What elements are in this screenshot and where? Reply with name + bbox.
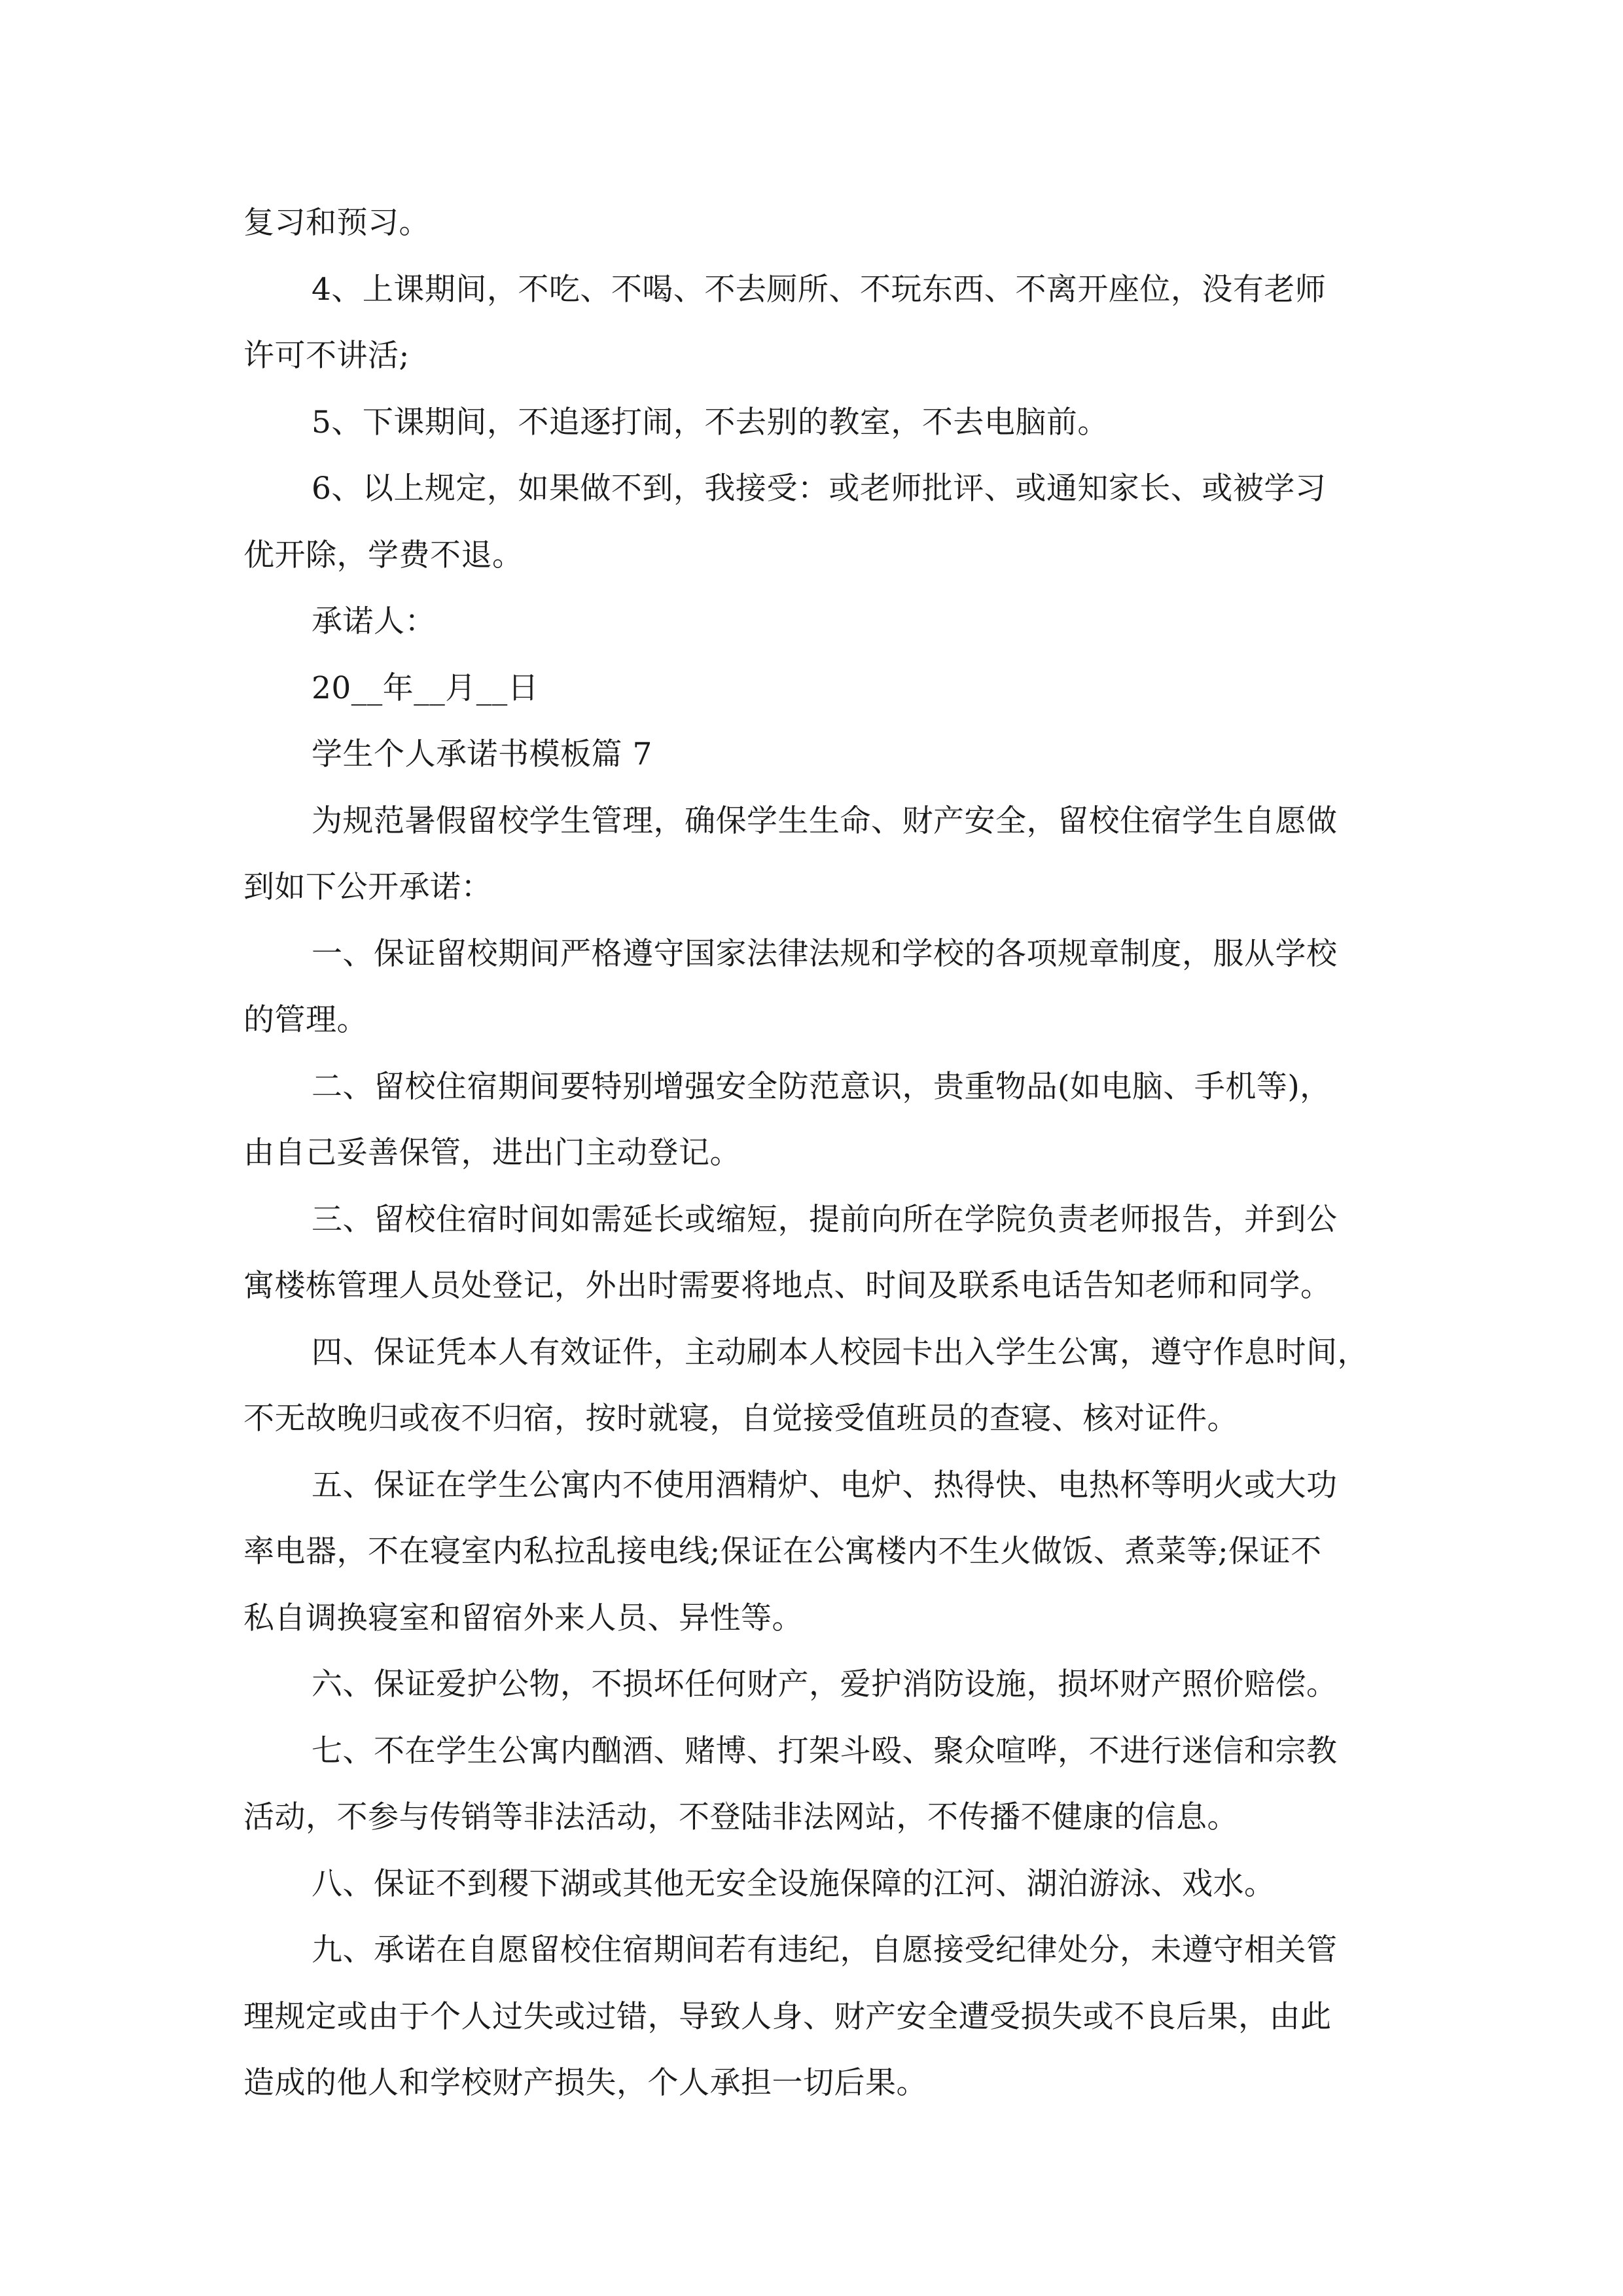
text-line: 六、保证爱护公物，不损坏任何财产，爱护消防设施，损坏财产照价赔偿。 [312,1666,1338,1702]
text-line: 七、不在学生公寓内酗酒、赌博、打架斗殴、聚众喧哗，不进行迷信和宗教 [312,1732,1338,1769]
date-line: 20__年__月__日 [312,670,539,706]
text-line: 造成的他人和学校财产损失，个人承担一切后果。 [243,2065,927,2101]
section-title: 学生个人承诺书模板篇 7 [312,736,652,772]
text-line: 许可不讲活; [243,338,410,374]
text-line: 一、保证留校期间严格遵守国家法律法规和学校的各项规章制度，服从学校 [312,935,1338,972]
text-line: 5、下课期间，不追逐打闹，不去别的教室，不去电脑前。 [312,404,1109,440]
text-line: 理规定或由于个人过失或过错，导致人身、财产安全遭受损失或不良后果，由此 [243,1998,1332,2035]
text-line: 到如下公开承诺： [243,869,492,905]
text-line: 6、以上规定，如果做不到，我接受：或老师批评、或通知家长、或被学习 [312,471,1327,507]
text-line: 私自调换寝室和留宿外来人员、异性等。 [243,1600,803,1636]
document-page [243,190,1382,2117]
text-line: 寓楼栋管理人员处登记，外出时需要将地点、时间及联系电话告知老师和同学。 [243,1268,1332,1304]
text-line: 不无故晚归或夜不归宿，按时就寝，自觉接受值班员的查寝、核对证件。 [243,1401,1238,1437]
signer-label: 承诺人： [312,603,436,639]
text-line: 率电器，不在寝室内私拉乱接电线;保证在公寓楼内不生火做饭、煮菜等;保证不 [243,1534,1322,1570]
text-line: 4、上课期间，不吃、不喝、不去厕所、不玩东西、不离开座位，没有老师 [312,271,1327,308]
text-line: 的管理。 [243,1002,368,1038]
text-line: 复习和预习。 [243,205,430,241]
text-line: 八、保证不到稷下湖或其他无安全设施保障的江河、湖泊游泳、戏水。 [312,1865,1275,1902]
text-line: 四、保证凭本人有效证件，主动刷本人校园卡出入学生公寓，遵守作息时间， [312,1334,1368,1371]
text-line: 二、留校住宿期间要特别增强安全防范意识，贵重物品(如电脑、手机等)， [312,1068,1331,1105]
text-line: 由自己妥善保管，进出门主动登记。 [243,1135,741,1171]
text-line: 五、保证在学生公寓内不使用酒精炉、电炉、热得快、电热杯等明火或大功 [312,1467,1338,1503]
text-line: 活动，不参与传销等非法活动，不登陆非法网站，不传播不健康的信息。 [243,1799,1238,1835]
text-line: 三、留校住宿时间如需延长或缩短，提前向所在学院负责老师报告，并到公 [312,1201,1338,1238]
text-line: 九、承诺在自愿留校住宿期间若有违纪，自愿接受纪律处分，未遵守相关管 [312,1932,1338,1968]
text-line: 优开除，学费不退。 [243,537,524,573]
text-line: 为规范暑假留校学生管理，确保学生生命、财产安全，留校住宿学生自愿做 [312,802,1338,839]
